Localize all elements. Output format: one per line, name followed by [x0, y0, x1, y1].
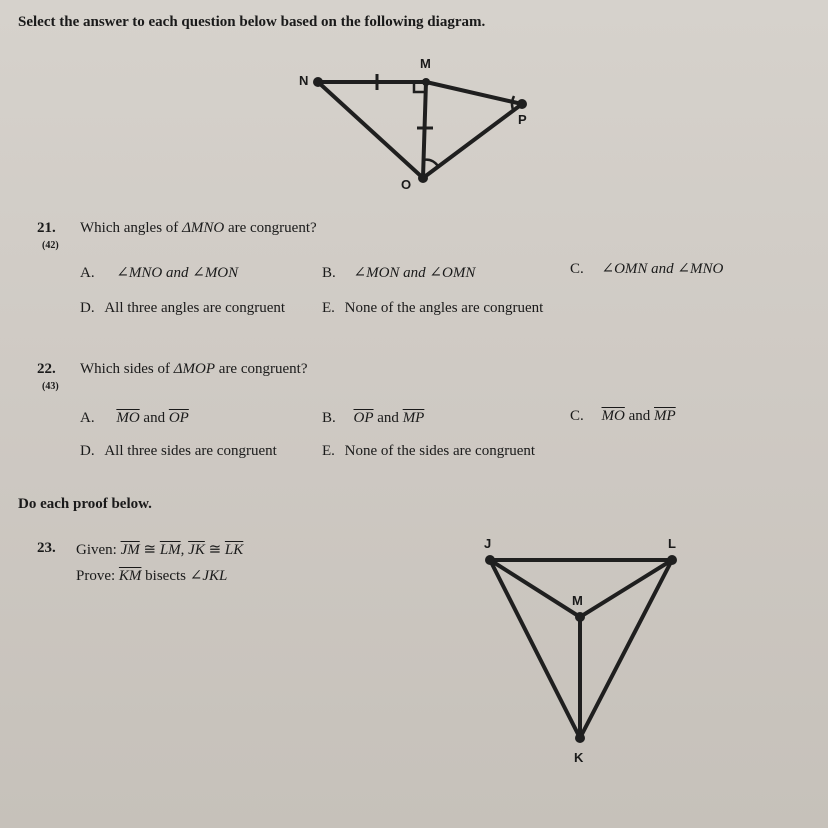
choice-letter: C. — [570, 261, 584, 277]
choice-letter: D. — [80, 300, 95, 316]
choice-letter: E. — [322, 300, 335, 316]
choice-text: None of the angles are congruent — [344, 300, 544, 316]
choice-text: ∠MON and ∠OMN — [353, 265, 476, 281]
choice-letter: A. — [80, 265, 95, 281]
label-m: M — [420, 56, 431, 71]
segment-label: $\overline{MP}$ — [402, 410, 425, 426]
segment-op — [423, 104, 522, 178]
segment-no — [318, 82, 423, 178]
prove-label: Prove: — [76, 568, 116, 584]
q21-question-suffix: are congruent? — [227, 220, 317, 236]
q22-question — [80, 361, 307, 378]
segment-label: $\overline{OP}$ — [353, 410, 374, 426]
q23-given — [76, 540, 243, 559]
proofs-heading: Do each proof below. — [18, 496, 152, 512]
vertex-n — [313, 77, 323, 87]
q22-triangle: ΔMOP — [173, 361, 216, 377]
choice-text: None of the sides are congruent — [344, 443, 536, 459]
prove-verb: bisects — [145, 568, 186, 584]
q21-question — [80, 220, 317, 237]
segment-label: $\overline{MO}$ — [601, 408, 625, 424]
q22-choice-d[interactable] — [80, 443, 277, 460]
q21-question-prefix: Which angles of — [80, 220, 179, 236]
choice-letter: A. — [80, 410, 95, 426]
q22-choice-c[interactable] — [570, 408, 676, 425]
conjunction: and — [377, 410, 399, 426]
choice-letter: B. — [322, 410, 336, 426]
q23-number: 23. — [37, 540, 56, 556]
vertex-o — [418, 173, 428, 183]
q22-question-suffix: are congruent? — [218, 361, 308, 377]
q21-code: (42) — [42, 240, 59, 251]
q21-choice-c[interactable] — [570, 259, 723, 278]
label-l: L — [668, 536, 676, 551]
segment-label: $\overline{JM}$ — [120, 542, 140, 558]
vertex-k — [575, 733, 585, 743]
label-p: P — [518, 112, 527, 127]
label-n: N — [299, 73, 309, 88]
q21-choice-b[interactable] — [322, 263, 475, 282]
choice-text: All three angles are congruent — [104, 300, 286, 316]
q22-question-prefix: Which sides of — [80, 361, 170, 377]
segment-label: $\overline{KM}$ — [118, 568, 142, 584]
segment-label: $\overline{MO}$ — [116, 410, 140, 426]
segment-label: $\overline{LM}$ — [159, 542, 181, 558]
q21-choice-d[interactable] — [80, 300, 285, 317]
choice-letter: E. — [322, 443, 335, 459]
q22-choice-a[interactable] — [80, 410, 189, 427]
q21-triangle: ΔMNO — [182, 220, 225, 236]
label-j: J — [484, 536, 492, 551]
label-o: O — [401, 177, 412, 192]
segment-mp — [426, 82, 522, 104]
q21-choice-e[interactable] — [322, 300, 543, 317]
vertex-p — [517, 99, 527, 109]
segment-label: $\overline{LK}$ — [224, 542, 244, 558]
choice-letter: D. — [80, 443, 95, 459]
segment-label: $\overline{OP}$ — [168, 410, 189, 426]
q22-number: 22. — [37, 361, 56, 377]
separator: , — [180, 542, 185, 558]
q22-choice-b[interactable] — [322, 410, 424, 427]
choice-letter: C. — [570, 408, 584, 424]
choice-text: All three sides are congruent — [104, 443, 277, 459]
q22-code: (43) — [42, 381, 59, 392]
vertex-m — [422, 78, 430, 86]
congruent-symbol: ≅ — [143, 542, 157, 558]
q22-choice-e[interactable] — [322, 443, 535, 460]
instruction-heading: Select the answer to each question below based on the following diagram. — [18, 14, 486, 30]
segment-label: $\overline{JK}$ — [188, 542, 205, 558]
label-m-jkl: M — [572, 593, 583, 608]
angle-label: ∠JKL — [189, 568, 228, 584]
segment-label: $\overline{MP}$ — [654, 408, 676, 424]
vertex-l — [667, 555, 677, 565]
given-label: Given: — [76, 542, 117, 558]
conjunction: and — [143, 410, 166, 426]
conjunction: and — [628, 408, 651, 424]
vertex-j — [485, 555, 495, 565]
segment-mo — [423, 82, 426, 178]
label-k: K — [574, 750, 584, 765]
congruent-symbol: ≅ — [208, 542, 222, 558]
q23-prove — [76, 566, 227, 585]
q21-number: 21. — [37, 220, 56, 236]
q21-choice-a[interactable] — [80, 263, 238, 282]
choice-text: ∠MNO and ∠MON — [116, 265, 239, 281]
vertex-m2 — [575, 612, 585, 622]
choice-letter: B. — [322, 265, 336, 281]
choice-text: ∠OMN and ∠MNO — [601, 261, 724, 277]
